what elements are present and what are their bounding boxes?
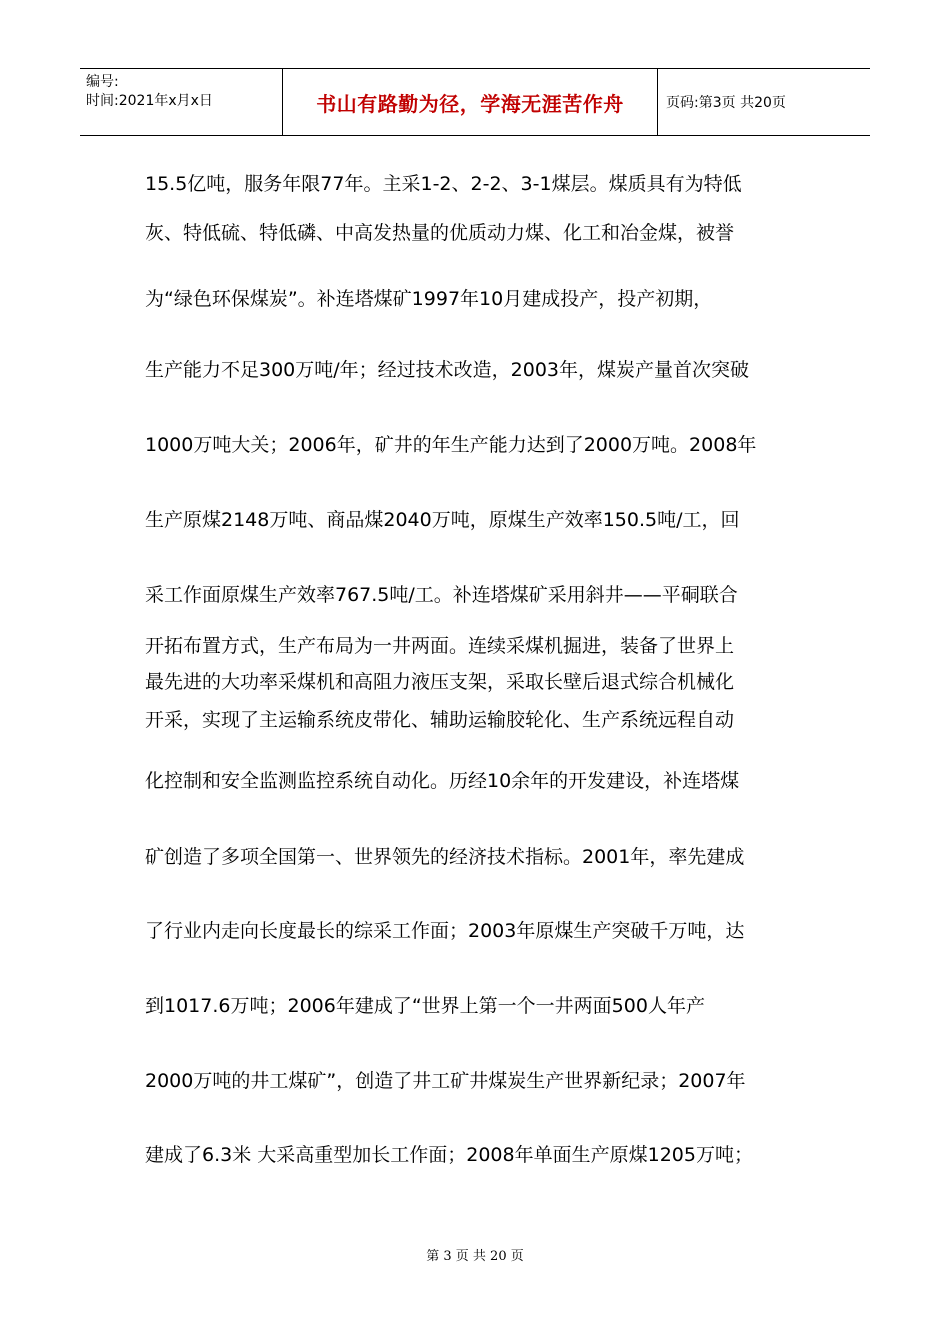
body-line: 生产能力不足300万吨/年；经过技术改造，2003年，煤炭产量首次突破: [145, 359, 750, 381]
body-line: 到1017.6万吨；2006年建成了“世界上第一个一井两面500人年产: [145, 995, 705, 1017]
body-line: 生产原煤2148万吨、商品煤2040万吨，原煤生产效率150.5吨/工，回: [145, 509, 740, 531]
header-page-info: 页码:第3页 共20页: [666, 95, 786, 111]
body-line: 15.5亿吨，服务年限77年。主采1-2、2-2、3-1煤层。煤质具有为特低: [145, 173, 742, 195]
document-time-label: 时间:2021年x月x日: [86, 93, 213, 109]
body-line: 建成了6.3米 大采高重型加长工作面；2008年单面生产原煤1205万吨；: [145, 1144, 753, 1166]
body-line: 灰、特低硫、特低磷、中高发热量的优质动力煤、化工和冶金煤，被誉: [145, 222, 735, 244]
page-header: [80, 68, 870, 136]
body-line: 开拓布置方式，生产布局为一井两面。连续采煤机掘进，装备了世界上: [145, 635, 735, 657]
document-number-label: 编号:: [86, 74, 119, 90]
body-line: 采工作面原煤生产效率767.5吨/工。补连塔煤矿采用斜井——平硐联合: [145, 584, 738, 606]
body-line: 为“绿色环保煤炭”。补连塔煤矿1997年10月建成投产，投产初期，: [145, 288, 713, 310]
body-line: 1000万吨大关；2006年，矿井的年生产能力达到了2000万吨。2008年: [145, 434, 757, 456]
page-footer: 第 3 页 共 20 页: [426, 1249, 524, 1264]
header-motto: 书山有路勤为径，学海无涯苦作舟: [283, 69, 658, 135]
body-line: 化控制和安全监测监控系统自动化。历经10余年的开发建设，补连塔煤: [145, 770, 740, 792]
body-line: 最先进的大功率采煤机和高阻力液压支架，采取长壁后退式综合机械化: [145, 671, 735, 693]
body-line: 了行业内走向长度最长的综采工作面；2003年原煤生产突破千万吨，达: [145, 920, 745, 942]
header-meta: [80, 69, 283, 135]
body-line: 开采，实现了主运输系统皮带化、辅助运输胶轮化、生产系统远程自动: [145, 709, 735, 731]
body-line: 矿创造了多项全国第一、世界领先的经济技术指标。2001年，率先建成: [145, 846, 745, 868]
body-line: 2000万吨的井工煤矿”，创造了井工矿井煤炭生产世界新纪录；2007年: [145, 1070, 746, 1092]
